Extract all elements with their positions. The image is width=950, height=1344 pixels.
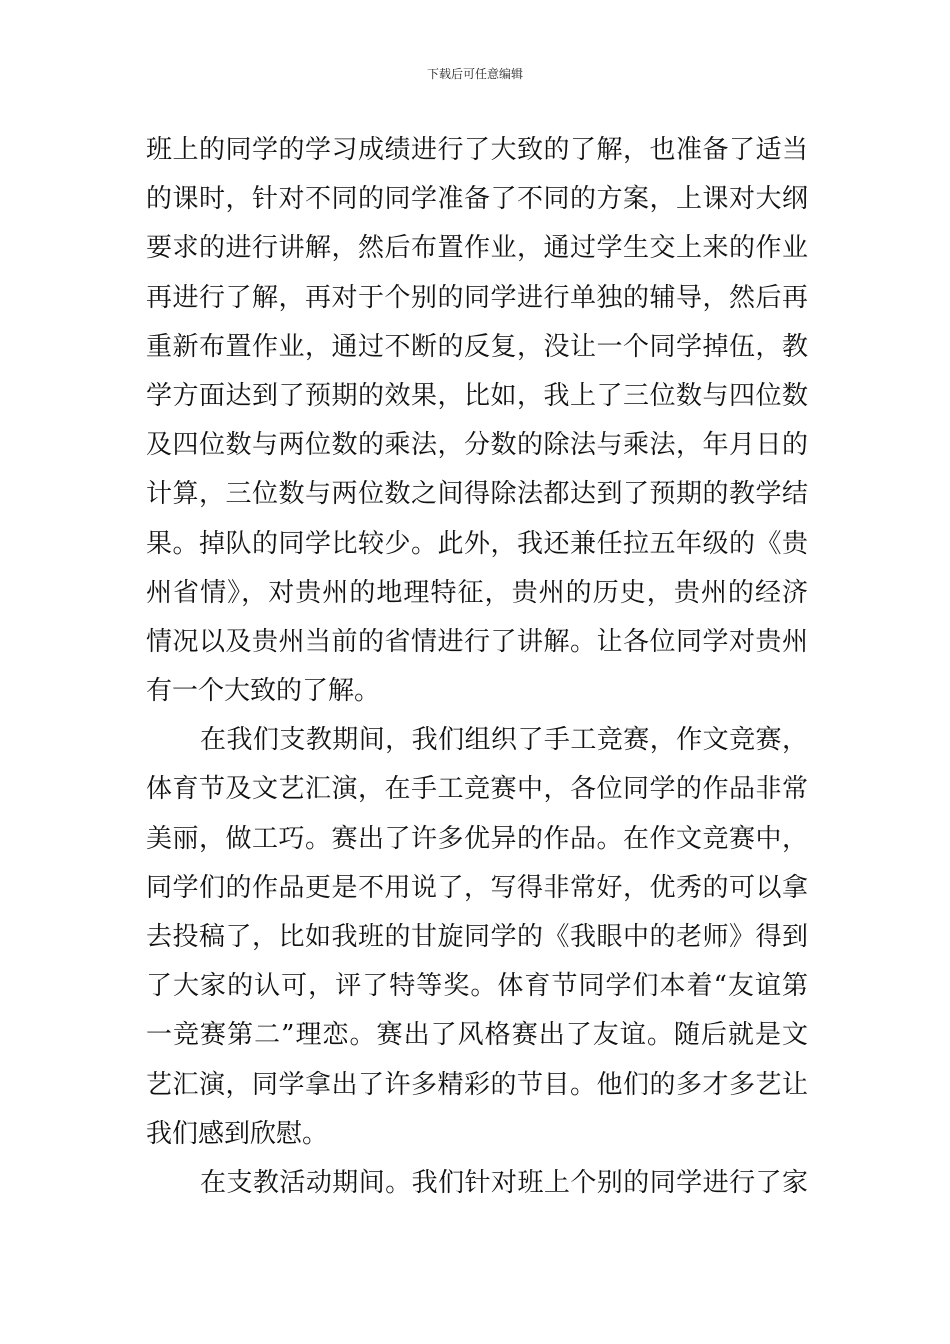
paragraph-1-line: 的课时，针对不同的同学准备了不同的方案，上课对大纲 [146,184,808,215]
paragraph-1-line: 有一个大致的了解。 [146,676,381,707]
paragraph-1-line: 班上的同学的学习成绩进行了大致的了解，也准备了适当 [146,135,808,165]
paragraph-2-line: 在我们支教期间，我们组织了手工竞赛，作文竞赛， [200,725,808,756]
paragraph-2-line: 体育节及文艺汇演，在手工竞赛中，各位同学的作品非常 [146,774,808,805]
paragraph-1-line: 学方面达到了预期的效果，比如，我上了三位数与四位数 [146,380,808,411]
paragraph-2-line: 一竞赛第二”理恋。赛出了风格赛出了友谊。随后就是文 [146,1020,808,1051]
paragraph-2-line: 我们感到欣慰。 [146,1118,329,1149]
paragraph-2-line: 了大家的认可，评了特等奖。体育节同学们本着“友谊第 [146,971,808,1002]
paragraph-2-line: 美丽，做工巧。赛出了许多优异的作品。在作文竞赛中， [146,823,808,854]
paragraph-2-line: 艺汇演，同学拿出了许多精彩的节目。他们的多才多艺让 [146,1069,808,1100]
paragraph-1-line: 再进行了解，再对于个别的同学进行单独的辅导，然后再 [146,282,808,313]
paragraph-1-line: 果。掉队的同学比较少。此外，我还兼任拉五年级的《贵 [146,528,808,559]
paragraph-1-line: 重新布置作业，通过不断的反复，没让一个同学掉伍，教 [146,331,808,362]
paragraph-2-line: 同学们的作品更是不用说了，写得非常好，优秀的可以拿 [146,872,808,903]
paragraph-1-line: 州省情》，对贵州的地理特征，贵州的历史，贵州的经济 [146,577,808,608]
paragraph-1-line: 要求的进行讲解，然后布置作业，通过学生交上来的作业 [146,233,808,264]
paragraph-1-line: 计算，三位数与两位数之间得除法都达到了预期的教学结 [146,479,808,510]
document-body [146,126,808,1208]
paragraph-2-line: 去投稿了，比如我班的甘旋同学的《我眼中的老师》得到 [146,922,808,952]
paragraph-1-line: 情况以及贵州当前的省情进行了讲解。让各位同学对贵州 [146,626,808,657]
paragraph-3-line: 在支教活动期间。我们针对班上个别的同学进行了家 [200,1167,808,1198]
page-header-note: 下载后可任意编辑 [426,67,523,81]
paragraph-1-line: 及四位数与两位数的乘法，分数的除法与乘法，年月日的 [146,430,808,461]
